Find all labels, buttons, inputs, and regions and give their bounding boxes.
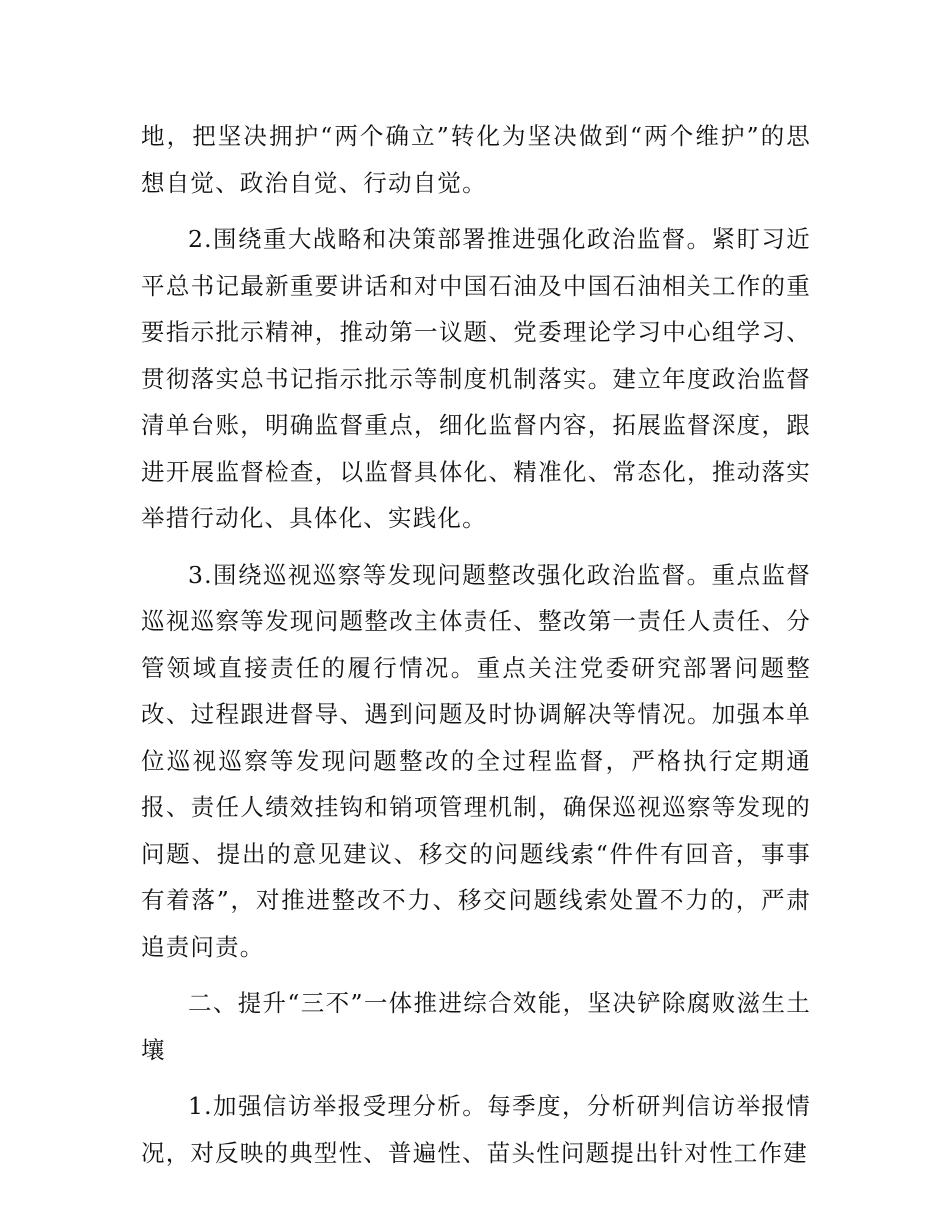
- paragraph-item-3: 3.围绕巡视巡察等发现问题整改强化政治监督。重点监督巡视巡察等发现问题整改主体责任、整改第一责任人责任、分管领域直接责任的履行情况。重点关注党委研究部署问题整改、过程跟进督导、遇到问题及时协调解决等情况。加强本单位巡视巡察等发现问题整改的全过程监督，严格执行定期通报、责任人绩效挂钩和销项管理机制，确保巡视巡察等发现的问题、提出的意见建议、移交的问题线索“件件有回音，事事有着落”，对推进整改不力、移交问题线索处置不力的，严肃追责问责。: [141, 560, 811, 961]
- paragraph-section-2-item-1: 1.加强信访举报受理分析。每季度，分析研判信访举报情况，对反映的典型性、普遍性、苗头性问题提出针对性工作建: [141, 1092, 811, 1167]
- section-heading-2: 二、提升“三不”一体推进综合效能，坚决铲除腐败滋生土壤: [141, 989, 811, 1064]
- paragraph-item-2: 2.围绕重大战略和决策部署推进强化政治监督。紧盯习近平总书记最新重要讲话和对中国石油及中国石油相关工作的重要指示批示精神，推动第一议题、党委理论学习中心组学习、贯彻落实总书记指示批示等制度机制落实。建立年度政治监督清单台账，明确监督重点，细化监督内容，拓展监督深度，跟进开展监督检查，以监督具体化、精准化、常态化，推动落实举措行动化、具体化、实践化。: [141, 225, 811, 532]
- paragraph-continuation: 地，把坚决拥护“两个确立”转化为坚决做到“两个维护”的思想自觉、政治自觉、行动自觉。: [141, 122, 811, 197]
- document-body: [141, 113, 811, 1186]
